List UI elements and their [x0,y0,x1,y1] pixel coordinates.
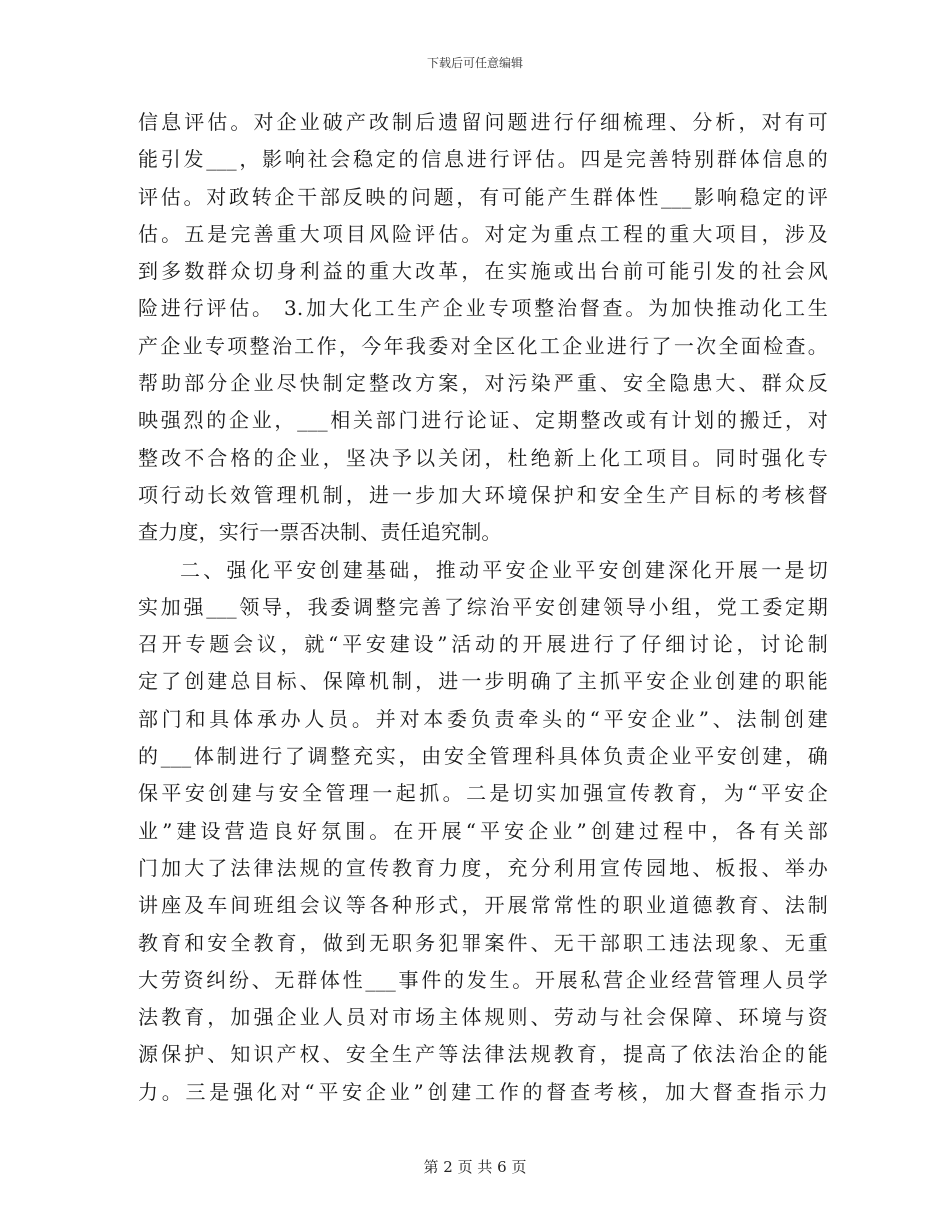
paragraph-line: 召开专题会议，就“平安建设”活动的开展进行了仔细讨论，讨论制 [138,632,828,657]
paragraph-line: 产企业专项整治工作，今年我委对全区化工企业进行了一次全面检查。 [138,333,828,358]
paragraph-line: 保平安创建与安全管理一起抓。二是切实加强宣传教育，为“平安企 [138,781,828,806]
paragraph-line: 部门和具体承办人员。并对本委负责牵头的“平安企业”、法制创建 [138,706,828,731]
paragraph-line: 帮助部分企业尽快制定整改方案，对污染严重、安全隐患大、群众反 [138,371,828,396]
paragraph-line: 整改不合格的企业，坚决予以关闭，杜绝新上化工项目。同时强化专 [138,445,828,470]
page-header-note: 下载后可任意编辑 [426,56,523,70]
paragraph-line: 力。三是强化对“平安企业”创建工作的督查考核，加大督查指示力 [138,1079,828,1104]
paragraph-line: 评估。对政转企干部反映的问题，有可能产生群体性___影响稳定的评 [138,184,828,209]
paragraph-line: 大劳资纠纷、无群体性___事件的发生。开展私营企业经营管理人员学 [138,967,828,992]
page-number-footer: 第 2 页 共 6 页 [423,1158,527,1176]
paragraph-line: 映强烈的企业，___相关部门进行论证、定期整改或有计划的搬迁，对 [138,408,828,433]
paragraph-line: 到多数群众切身利益的重大改革，在实施或出台前可能引发的社会风 [138,259,828,284]
paragraph-line: 业”建设营造良好氛围。在开展“平安企业”创建过程中，各有关部 [138,818,828,843]
paragraph-line: 的___体制进行了调整充实，由安全管理科具体负责企业平安创建，确 [138,744,828,769]
paragraph-line: 项行动长效管理机制，进一步加大环境保护和安全生产目标的考核督 [138,482,828,507]
paragraph-line: 实加强___领导，我委调整完善了综治平安创建领导小组，党工委定期 [138,594,828,619]
document-body [138,104,828,1111]
paragraph-line: 定了创建总目标、保障机制，进一步明确了主抓平安企业创建的职能 [138,669,828,694]
paragraph-line: 法教育，加强企业人员对市场主体规则、劳动与社会保障、环境与资 [138,1005,828,1030]
paragraph-line: 查力度，实行一票否决制、责任追究制。 [138,520,502,545]
paragraph-line: 险进行评估。 3.加大化工生产企业专项整治督查。为加快推动化工生 [138,296,828,321]
paragraph-line: 二、强化平安创建基础，推动平安企业平安创建深化开展一是切 [180,557,828,582]
paragraph-line: 估。五是完善重大项目风险评估。对定为重点工程的重大项目，涉及 [138,221,828,246]
paragraph-line: 教育和安全教育，做到无职务犯罪案件、无干部职工违法现象、无重 [138,930,828,955]
paragraph-line: 能引发___，影响社会稳定的信息进行评估。四是完善特别群体信息的 [138,147,828,172]
paragraph-line: 源保护、知识产权、安全生产等法律法规教育，提高了依法治企的能 [138,1042,828,1067]
paragraph-line: 信息评估。对企业破产改制后遗留问题进行仔细梳理、分析，对有可 [138,110,828,134]
paragraph-line: 门加大了法律法规的宣传教育力度，充分利用宣传园地、板报、举办 [138,855,828,880]
paragraph-line: 讲座及车间班组会议等各种形式，开展常常性的职业道德教育、法制 [138,893,828,918]
